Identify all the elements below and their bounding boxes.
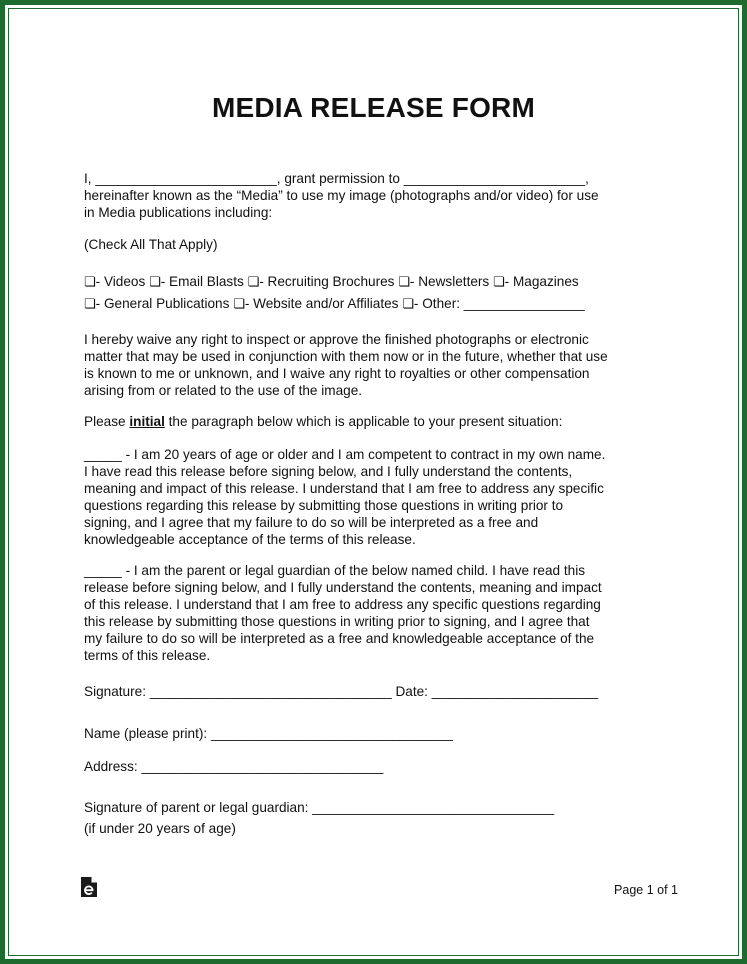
date-field[interactable]: ______________________ — [431, 684, 599, 699]
guardian-signature-row — [84, 799, 554, 816]
form-title: MEDIA RELEASE FORM — [211, 92, 536, 123]
signature-row — [84, 683, 598, 700]
intro-line-1 — [84, 170, 589, 187]
signature-label: Signature: — [84, 684, 146, 699]
adult-para-line-4: questions regarding this release by submitting those questions in writing prior to — [84, 498, 564, 513]
options-row-1 — [84, 273, 579, 291]
option-magazines: - Magazines — [504, 274, 579, 289]
checkbox-recruiting-brochures[interactable]: ❏ — [247, 275, 260, 290]
option-videos: - Videos — [95, 274, 146, 289]
page-number: Page 1 of 1 — [614, 883, 678, 897]
waiver-line-1: I hereby waive any right to inspect or approve the finished photographs or electronic — [84, 332, 589, 347]
intro-line-2: hereinafter known as the “Media” to use my image (photographs and/or video) for use — [84, 188, 599, 203]
initial-prompt — [84, 413, 562, 430]
options-row-2 — [84, 295, 585, 313]
intro-line-3: in Media publications including: — [84, 205, 273, 220]
signature-field[interactable]: ________________________________ — [149, 684, 392, 699]
checkbox-other[interactable]: ❏ — [402, 297, 414, 312]
grantor-name-blank[interactable]: ________________________ — [95, 171, 277, 186]
option-general-publications: - General Publications — [95, 296, 230, 311]
check-all-note: (Check All That Apply) — [84, 237, 218, 252]
address-label: Address: — [84, 759, 138, 774]
checkbox-general-publications[interactable]: ❏ — [84, 297, 96, 312]
address-row — [84, 758, 383, 775]
waiver-line-2: matter that may be used in conjunction with them now or in the future, whether that use — [84, 349, 608, 364]
checkbox-videos[interactable]: ❏ — [84, 275, 96, 290]
eforms-logo-icon — [80, 876, 98, 898]
waiver-line-3: is known to me or unknown, and I waive any right to royalties or other compensation — [84, 366, 590, 381]
intro-mid: , grant permission to — [276, 171, 400, 186]
initial-prompt-before: Please — [84, 414, 126, 429]
checkbox-newsletters[interactable]: ❏ — [398, 275, 410, 290]
adult-para-line-2: I have read this release before signing below, and I fully understand the contents, — [84, 464, 573, 479]
adult-para-line-5: signing, and I agree that my failure to do so will be interpreted as a free and — [84, 515, 539, 530]
checkbox-email-blasts[interactable]: ❏ — [149, 275, 161, 290]
guardian-para-line-2: release before signing below, and I fully understand the contents, meaning and impact — [84, 580, 602, 595]
option-other[interactable]: - Other: ________________ — [413, 296, 585, 311]
date-label: Date: — [395, 684, 428, 699]
waiver-line-4: arising from or related to the use of the image. — [84, 383, 363, 398]
grantee-name-blank[interactable]: ________________________, — [403, 171, 589, 186]
address-field[interactable]: ________________________________ — [141, 759, 384, 774]
guardian-signature-label: Signature of parent or legal guardian: — [84, 800, 309, 815]
option-email-blasts: - Email Blasts — [160, 274, 244, 289]
name-field[interactable]: ________________________________ — [210, 726, 453, 741]
guardian-para-line-6: terms of this release. — [84, 648, 211, 663]
checkbox-website-affiliates[interactable]: ❏ — [233, 297, 245, 312]
option-recruiting-brochures: - Recruiting Brochures — [259, 274, 395, 289]
option-website-affiliates: - Website and/or Affiliates — [244, 296, 399, 311]
initial-emphasis: initial — [129, 414, 165, 429]
guardian-para-line-5: my failure to do so will be interpreted as a free and knowledgeable acceptance of the — [84, 631, 595, 646]
checkbox-magazines[interactable]: ❏ — [493, 275, 505, 290]
guardian-signature-field[interactable]: ________________________________ — [312, 800, 555, 815]
name-label: Name (please print): — [84, 726, 208, 741]
initial-prompt-after: the paragraph below which is applicable to your present situation: — [168, 414, 563, 429]
adult-para-line-1[interactable]: _____ - I am 20 years of age or older and I am competent to contract in my own name. — [84, 447, 606, 462]
name-row — [84, 725, 453, 742]
option-newsletters: - Newsletters — [409, 274, 490, 289]
guardian-para-line-4: this release by submitting those questions in writing prior to signing, and I agree that — [84, 614, 590, 629]
guardian-age-note: (if under 20 years of age) — [84, 821, 236, 836]
intro-prefix: I, — [84, 171, 92, 186]
adult-para-line-3: meaning and impact of this release. I understand that I am free to address any specific — [84, 481, 604, 496]
guardian-para-line-1[interactable]: _____ - I am the parent or legal guardian of the below named child. I have read this — [84, 563, 586, 578]
guardian-para-line-3: of this release. I understand that I am free to address any specific questions regarding — [84, 597, 601, 612]
adult-para-line-6: knowledgeable acceptance of the terms of this release. — [84, 532, 416, 547]
